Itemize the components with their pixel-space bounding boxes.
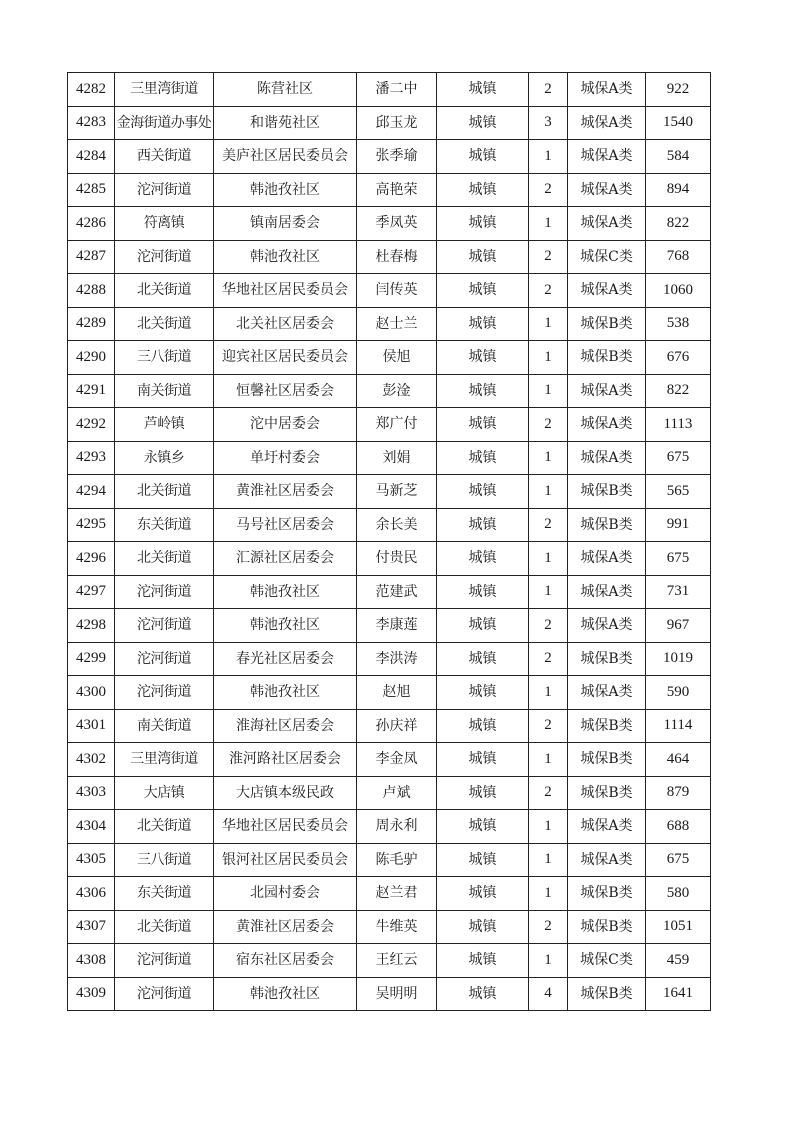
amount-cell: 922 (646, 73, 711, 107)
amount-cell: 676 (646, 341, 711, 375)
table-row (68, 441, 711, 475)
subdistrict-cell: 沱河街道 (115, 676, 214, 710)
table-row (68, 374, 711, 408)
table-row (68, 944, 711, 978)
area-type-cell: 城镇 (437, 508, 529, 542)
household-size-cell: 1 (529, 341, 568, 375)
category-cell: 城保B类 (568, 709, 646, 743)
category-cell: 城保A类 (568, 408, 646, 442)
household-size-cell: 4 (529, 977, 568, 1011)
category-cell: 城保A类 (568, 374, 646, 408)
table-row (68, 140, 711, 174)
area-type-cell: 城镇 (437, 676, 529, 710)
record-id-cell: 4285 (68, 173, 115, 207)
amount-cell: 768 (646, 240, 711, 274)
subdistrict-cell: 北关街道 (115, 307, 214, 341)
amount-cell: 1641 (646, 977, 711, 1011)
name-cell: 付贵民 (357, 542, 437, 576)
community-cell: 镇南居委会 (214, 207, 357, 241)
subdistrict-cell: 北关街道 (115, 810, 214, 844)
household-size-cell: 1 (529, 441, 568, 475)
area-type-cell: 城镇 (437, 977, 529, 1011)
record-id-cell: 4298 (68, 609, 115, 643)
category-cell: 城保A类 (568, 441, 646, 475)
category-cell: 城保A类 (568, 609, 646, 643)
area-type-cell: 城镇 (437, 877, 529, 911)
household-size-cell: 2 (529, 776, 568, 810)
household-size-cell: 1 (529, 307, 568, 341)
table-row (68, 307, 711, 341)
amount-cell: 1060 (646, 274, 711, 308)
table-row (68, 575, 711, 609)
area-type-cell: 城镇 (437, 810, 529, 844)
area-type-cell: 城镇 (437, 642, 529, 676)
community-cell: 韩池孜社区 (214, 173, 357, 207)
record-id-cell: 4283 (68, 106, 115, 140)
household-size-cell: 1 (529, 810, 568, 844)
community-cell: 汇源社区居委会 (214, 542, 357, 576)
community-cell: 黄淮社区居委会 (214, 475, 357, 509)
community-cell: 华地社区居民委员会 (214, 274, 357, 308)
subdistrict-cell: 永镇乡 (115, 441, 214, 475)
household-size-cell: 1 (529, 140, 568, 174)
category-cell: 城保B类 (568, 307, 646, 341)
area-type-cell: 城镇 (437, 106, 529, 140)
household-size-cell: 2 (529, 274, 568, 308)
community-cell: 华地社区居民委员会 (214, 810, 357, 844)
household-size-cell: 1 (529, 475, 568, 509)
household-size-cell: 2 (529, 240, 568, 274)
record-id-cell: 4282 (68, 73, 115, 107)
category-cell: 城保B类 (568, 910, 646, 944)
table-row (68, 743, 711, 777)
name-cell: 闫传英 (357, 274, 437, 308)
community-cell: 沱中居委会 (214, 408, 357, 442)
area-type-cell: 城镇 (437, 910, 529, 944)
name-cell: 孙庆祥 (357, 709, 437, 743)
amount-cell: 590 (646, 676, 711, 710)
area-type-cell: 城镇 (437, 73, 529, 107)
subdistrict-cell: 沱河街道 (115, 173, 214, 207)
subdistrict-cell: 三八街道 (115, 843, 214, 877)
community-cell: 淮河路社区居委会 (214, 743, 357, 777)
area-type-cell: 城镇 (437, 743, 529, 777)
category-cell: 城保B类 (568, 977, 646, 1011)
name-cell: 高艳荣 (357, 173, 437, 207)
table-row (68, 709, 711, 743)
area-type-cell: 城镇 (437, 709, 529, 743)
table-row (68, 810, 711, 844)
name-cell: 余长美 (357, 508, 437, 542)
record-id-cell: 4294 (68, 475, 115, 509)
table-row (68, 408, 711, 442)
area-type-cell: 城镇 (437, 140, 529, 174)
household-size-cell: 1 (529, 944, 568, 978)
household-size-cell: 1 (529, 877, 568, 911)
amount-cell: 538 (646, 307, 711, 341)
subdistrict-cell: 芦岭镇 (115, 408, 214, 442)
category-cell: 城保C类 (568, 240, 646, 274)
household-size-cell: 2 (529, 642, 568, 676)
subdistrict-cell: 沱河街道 (115, 240, 214, 274)
name-cell: 马新芝 (357, 475, 437, 509)
name-cell: 郑广付 (357, 408, 437, 442)
amount-cell: 675 (646, 542, 711, 576)
amount-cell: 688 (646, 810, 711, 844)
table-row (68, 843, 711, 877)
subdistrict-cell: 东关街道 (115, 508, 214, 542)
table-row (68, 642, 711, 676)
category-cell: 城保A类 (568, 274, 646, 308)
community-cell: 单圩村委会 (214, 441, 357, 475)
name-cell: 李洪涛 (357, 642, 437, 676)
amount-cell: 584 (646, 140, 711, 174)
name-cell: 邱玉龙 (357, 106, 437, 140)
record-id-cell: 4307 (68, 910, 115, 944)
amount-cell: 967 (646, 609, 711, 643)
subdistrict-cell: 三里湾街道 (115, 73, 214, 107)
record-id-cell: 4304 (68, 810, 115, 844)
record-id-cell: 4301 (68, 709, 115, 743)
amount-cell: 459 (646, 944, 711, 978)
table-row (68, 73, 711, 107)
community-cell: 大店镇本级民政 (214, 776, 357, 810)
area-type-cell: 城镇 (437, 609, 529, 643)
subdistrict-cell: 沱河街道 (115, 977, 214, 1011)
area-type-cell: 城镇 (437, 408, 529, 442)
community-cell: 马号社区居委会 (214, 508, 357, 542)
record-id-cell: 4286 (68, 207, 115, 241)
record-id-cell: 4292 (68, 408, 115, 442)
name-cell: 范建武 (357, 575, 437, 609)
household-size-cell: 1 (529, 575, 568, 609)
household-size-cell: 1 (529, 374, 568, 408)
subdistrict-cell: 东关街道 (115, 877, 214, 911)
amount-cell: 822 (646, 374, 711, 408)
table-row (68, 877, 711, 911)
record-id-cell: 4288 (68, 274, 115, 308)
community-cell: 韩池孜社区 (214, 240, 357, 274)
amount-cell: 879 (646, 776, 711, 810)
household-size-cell: 2 (529, 508, 568, 542)
table-row (68, 173, 711, 207)
subdistrict-cell: 南关街道 (115, 374, 214, 408)
amount-cell: 1540 (646, 106, 711, 140)
household-size-cell: 3 (529, 106, 568, 140)
amount-cell: 822 (646, 207, 711, 241)
record-id-cell: 4309 (68, 977, 115, 1011)
category-cell: 城保B类 (568, 475, 646, 509)
category-cell: 城保B类 (568, 877, 646, 911)
household-size-cell: 1 (529, 207, 568, 241)
household-size-cell: 1 (529, 676, 568, 710)
household-size-cell: 1 (529, 743, 568, 777)
category-cell: 城保C类 (568, 944, 646, 978)
community-cell: 春光社区居委会 (214, 642, 357, 676)
subdistrict-cell: 西关街道 (115, 140, 214, 174)
community-cell: 北关社区居委会 (214, 307, 357, 341)
subdistrict-cell: 三八街道 (115, 341, 214, 375)
category-cell: 城保B类 (568, 776, 646, 810)
record-id-cell: 4289 (68, 307, 115, 341)
amount-cell: 565 (646, 475, 711, 509)
record-id-cell: 4302 (68, 743, 115, 777)
area-type-cell: 城镇 (437, 542, 529, 576)
table-row (68, 274, 711, 308)
table-row (68, 609, 711, 643)
subdistrict-cell: 三里湾街道 (115, 743, 214, 777)
table-row (68, 776, 711, 810)
category-cell: 城保A类 (568, 542, 646, 576)
record-id-cell: 4284 (68, 140, 115, 174)
name-cell: 杜春梅 (357, 240, 437, 274)
record-id-cell: 4296 (68, 542, 115, 576)
area-type-cell: 城镇 (437, 575, 529, 609)
category-cell: 城保A类 (568, 843, 646, 877)
community-cell: 韩池孜社区 (214, 676, 357, 710)
community-cell: 陈营社区 (214, 73, 357, 107)
community-cell: 宿东社区居委会 (214, 944, 357, 978)
subdistrict-cell: 沱河街道 (115, 642, 214, 676)
household-size-cell: 1 (529, 843, 568, 877)
amount-cell: 464 (646, 743, 711, 777)
table-row (68, 508, 711, 542)
name-cell: 吴明明 (357, 977, 437, 1011)
amount-cell: 1113 (646, 408, 711, 442)
table-row (68, 542, 711, 576)
name-cell: 赵士兰 (357, 307, 437, 341)
table-row (68, 240, 711, 274)
subdistrict-cell: 北关街道 (115, 475, 214, 509)
community-cell: 淮海社区居委会 (214, 709, 357, 743)
subdistrict-cell: 沱河街道 (115, 575, 214, 609)
amount-cell: 675 (646, 441, 711, 475)
category-cell: 城保B类 (568, 642, 646, 676)
record-id-cell: 4287 (68, 240, 115, 274)
area-type-cell: 城镇 (437, 441, 529, 475)
table-row (68, 910, 711, 944)
household-size-cell: 2 (529, 910, 568, 944)
community-cell: 恒馨社区居委会 (214, 374, 357, 408)
category-cell: 城保A类 (568, 575, 646, 609)
community-cell: 银河社区居民委员会 (214, 843, 357, 877)
household-size-cell: 2 (529, 173, 568, 207)
category-cell: 城保A类 (568, 207, 646, 241)
community-cell: 迎宾社区居民委员会 (214, 341, 357, 375)
record-id-cell: 4291 (68, 374, 115, 408)
community-cell: 韩池孜社区 (214, 609, 357, 643)
table-row (68, 341, 711, 375)
area-type-cell: 城镇 (437, 274, 529, 308)
area-type-cell: 城镇 (437, 240, 529, 274)
records-table (67, 72, 711, 1011)
table-row (68, 475, 711, 509)
subdistrict-cell: 北关街道 (115, 542, 214, 576)
area-type-cell: 城镇 (437, 207, 529, 241)
amount-cell: 731 (646, 575, 711, 609)
amount-cell: 1019 (646, 642, 711, 676)
record-id-cell: 4293 (68, 441, 115, 475)
community-cell: 黄淮社区居委会 (214, 910, 357, 944)
name-cell: 赵兰君 (357, 877, 437, 911)
table-row (68, 676, 711, 710)
household-size-cell: 2 (529, 609, 568, 643)
name-cell: 刘娟 (357, 441, 437, 475)
record-id-cell: 4299 (68, 642, 115, 676)
category-cell: 城保A类 (568, 140, 646, 174)
amount-cell: 1051 (646, 910, 711, 944)
record-id-cell: 4300 (68, 676, 115, 710)
category-cell: 城保A类 (568, 810, 646, 844)
record-id-cell: 4306 (68, 877, 115, 911)
name-cell: 赵旭 (357, 676, 437, 710)
record-id-cell: 4308 (68, 944, 115, 978)
subdistrict-cell: 沱河街道 (115, 609, 214, 643)
category-cell: 城保A类 (568, 106, 646, 140)
subdistrict-cell: 大店镇 (115, 776, 214, 810)
name-cell: 牛维英 (357, 910, 437, 944)
household-size-cell: 1 (529, 542, 568, 576)
area-type-cell: 城镇 (437, 776, 529, 810)
subdistrict-cell: 南关街道 (115, 709, 214, 743)
table-row (68, 207, 711, 241)
category-cell: 城保B类 (568, 508, 646, 542)
amount-cell: 580 (646, 877, 711, 911)
household-size-cell: 2 (529, 408, 568, 442)
community-cell: 北园村委会 (214, 877, 357, 911)
area-type-cell: 城镇 (437, 475, 529, 509)
name-cell: 彭淦 (357, 374, 437, 408)
name-cell: 李金凤 (357, 743, 437, 777)
record-id-cell: 4290 (68, 341, 115, 375)
name-cell: 张季瑜 (357, 140, 437, 174)
record-id-cell: 4303 (68, 776, 115, 810)
subdistrict-cell: 沱河街道 (115, 944, 214, 978)
category-cell: 城保B类 (568, 341, 646, 375)
table-row (68, 977, 711, 1011)
name-cell: 王红云 (357, 944, 437, 978)
area-type-cell: 城镇 (437, 944, 529, 978)
subdistrict-cell: 北关街道 (115, 274, 214, 308)
area-type-cell: 城镇 (437, 374, 529, 408)
community-cell: 韩池孜社区 (214, 977, 357, 1011)
category-cell: 城保A类 (568, 676, 646, 710)
community-cell: 美庐社区居民委员会 (214, 140, 357, 174)
subdistrict-cell: 符离镇 (115, 207, 214, 241)
subdistrict-cell: 北关街道 (115, 910, 214, 944)
name-cell: 潘二中 (357, 73, 437, 107)
category-cell: 城保B类 (568, 743, 646, 777)
area-type-cell: 城镇 (437, 341, 529, 375)
record-id-cell: 4297 (68, 575, 115, 609)
category-cell: 城保A类 (568, 73, 646, 107)
area-type-cell: 城镇 (437, 307, 529, 341)
records-table-body (68, 73, 711, 1011)
community-cell: 和谐苑社区 (214, 106, 357, 140)
name-cell: 季凤英 (357, 207, 437, 241)
name-cell: 周永利 (357, 810, 437, 844)
amount-cell: 675 (646, 843, 711, 877)
amount-cell: 894 (646, 173, 711, 207)
area-type-cell: 城镇 (437, 843, 529, 877)
subdistrict-cell: 金海街道办事处 (115, 106, 214, 140)
name-cell: 李康莲 (357, 609, 437, 643)
record-id-cell: 4295 (68, 508, 115, 542)
table-row (68, 106, 711, 140)
amount-cell: 991 (646, 508, 711, 542)
household-size-cell: 2 (529, 709, 568, 743)
community-cell: 韩池孜社区 (214, 575, 357, 609)
name-cell: 陈毛驴 (357, 843, 437, 877)
household-size-cell: 2 (529, 73, 568, 107)
name-cell: 侯旭 (357, 341, 437, 375)
record-id-cell: 4305 (68, 843, 115, 877)
amount-cell: 1114 (646, 709, 711, 743)
category-cell: 城保A类 (568, 173, 646, 207)
area-type-cell: 城镇 (437, 173, 529, 207)
name-cell: 卢斌 (357, 776, 437, 810)
